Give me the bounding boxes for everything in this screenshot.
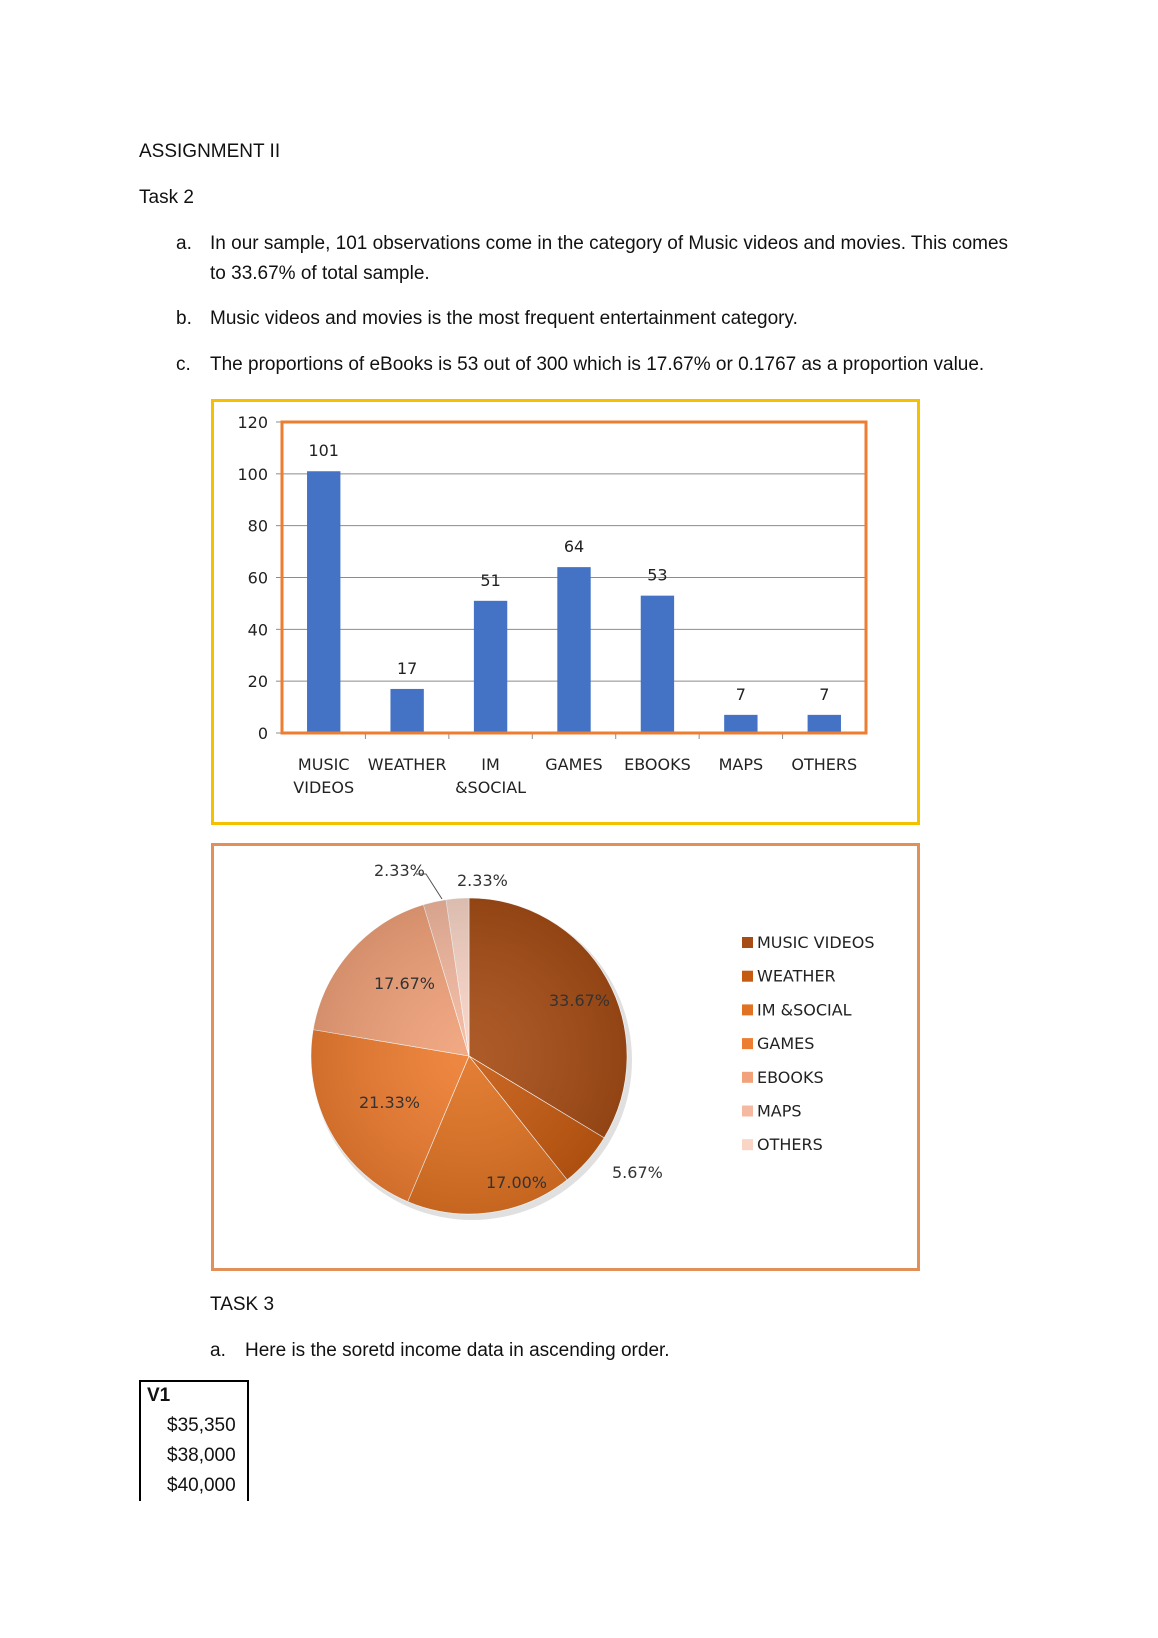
list-marker: b.	[176, 308, 192, 329]
table-cell: $35,350	[167, 1415, 236, 1436]
income-table	[139, 1381, 246, 1501]
legend-swatch	[742, 1004, 753, 1015]
x-tick-label: MAPS	[718, 755, 764, 774]
x-tick-label: MUSIC	[297, 755, 350, 774]
data-label: 17	[396, 658, 418, 678]
list-marker: a.	[210, 1340, 226, 1361]
data-label: 33.67%	[549, 991, 611, 1010]
legend-swatch	[742, 937, 753, 948]
legend-label: IM &SOCIAL	[757, 1000, 852, 1020]
pie-shading	[311, 898, 627, 1214]
data-label: 51	[480, 570, 501, 590]
data-label: 64	[563, 537, 585, 557]
table-header: V1	[147, 1385, 171, 1406]
data-label: 17.00%	[486, 1173, 548, 1192]
y-tick-label: 40	[247, 620, 268, 640]
bar-chart	[214, 402, 917, 822]
legend-label: MAPS	[757, 1101, 802, 1121]
legend-label: OTHERS	[757, 1135, 823, 1155]
legend-label: EBOOKS	[757, 1067, 824, 1087]
x-tick-label: IM	[481, 755, 500, 774]
bar	[474, 601, 507, 733]
data-label: 7	[819, 684, 830, 704]
pie-chart-frame	[211, 843, 920, 1271]
legend-swatch	[742, 1038, 753, 1049]
bar	[390, 689, 423, 733]
data-label: 2.33%	[457, 871, 508, 890]
data-label: 2.33%	[374, 861, 425, 880]
table-cell: $40,000	[167, 1475, 236, 1496]
list-item-text: Music videos and movies is the most frequent entertainment category.	[210, 308, 798, 329]
data-label: 5.67%	[612, 1163, 663, 1182]
legend-swatch	[742, 1106, 753, 1117]
y-tick-label: 0	[257, 724, 268, 743]
y-tick-label: 60	[247, 568, 268, 588]
bar	[641, 596, 674, 733]
table-cell: $38,000	[167, 1445, 236, 1466]
legend-swatch	[742, 1139, 753, 1150]
y-tick-label: 20	[247, 672, 268, 692]
y-tick-label: 80	[247, 516, 268, 536]
table-row	[139, 1411, 246, 1441]
bar	[808, 715, 841, 733]
data-label: 21.33%	[359, 1093, 421, 1112]
legend-swatch	[742, 971, 753, 982]
data-label: 101	[308, 441, 339, 461]
legend-swatch	[742, 1072, 753, 1083]
list-item-text: Here is the soretd income data in ascending order.	[245, 1340, 670, 1361]
task3-heading: TASK 3	[210, 1294, 275, 1315]
pie-chart	[214, 846, 917, 1268]
data-label: 17.67%	[374, 974, 436, 993]
bar-chart-frame	[211, 399, 920, 825]
data-label: 53	[647, 565, 668, 585]
legend-label: GAMES	[757, 1034, 815, 1054]
list-marker: a.	[176, 233, 192, 254]
legend-label: WEATHER	[757, 966, 836, 986]
x-tick-label: GAMES	[545, 755, 603, 774]
bar	[724, 715, 757, 733]
list-item-text: The proportions of eBooks is 53 out of 300 which is 17.67% or 0.1767 as a proportion value.	[210, 354, 985, 375]
x-tick-label: &SOCIAL	[455, 778, 527, 797]
list-item-text: In our sample, 101 observations come in the category of Music videos and movies. This comes to 33.67% of total sample.	[210, 233, 1009, 284]
list-marker: c.	[176, 354, 191, 375]
bar	[307, 471, 340, 733]
document-title: ASSIGNMENT II	[139, 141, 281, 162]
x-tick-label: EBOOKS	[624, 755, 691, 774]
y-tick-label: 120	[237, 413, 268, 432]
data-label: 7	[735, 684, 746, 704]
x-tick-label: OTHERS	[791, 755, 858, 774]
y-tick-label: 100	[237, 464, 268, 484]
x-tick-label: WEATHER	[367, 755, 447, 774]
task-heading: Task 2	[139, 187, 194, 208]
legend-label: MUSIC VIDEOS	[757, 933, 875, 952]
table-row	[139, 1441, 246, 1471]
x-tick-label: VIDEOS	[293, 778, 355, 797]
table-row	[139, 1471, 246, 1501]
bar	[557, 567, 590, 733]
